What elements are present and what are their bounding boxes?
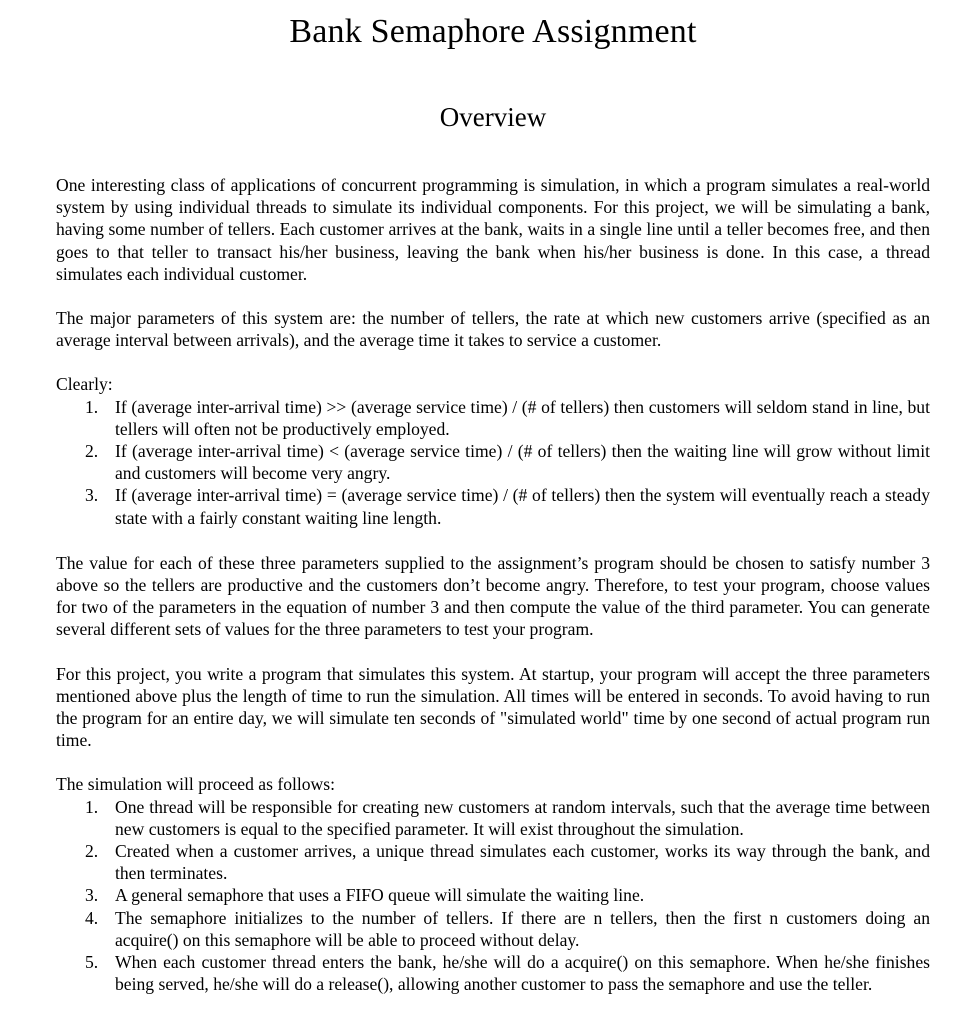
list-item (56, 440, 930, 484)
list-item (56, 884, 930, 906)
list-item-number: 3. (85, 485, 99, 506)
document-title: Bank Semaphore Assignment (289, 13, 697, 50)
list-item-number: 2. (85, 441, 99, 462)
list-item (56, 907, 930, 951)
list-item-text: If (average inter-arrival time) = (average service time) / (# of tellers) then the system will eventually reach a steady state with a fairly constant waiting line length. (115, 485, 930, 528)
list-item-number: 4. (85, 907, 99, 928)
list-item (56, 484, 930, 528)
clearly-list (56, 396, 930, 529)
simulation-label: The simulation will proceed as follows: (56, 774, 336, 795)
list-item (56, 840, 930, 884)
list-item-number: 2. (85, 841, 99, 862)
paragraph-parameters: The major parameters of this system are: the number of tellers, the rate at which new customers arrive (specified as an average interval between arrivals), and the average time it takes to service a customer. (56, 308, 930, 351)
clearly-label: Clearly: (56, 374, 113, 395)
list-item-text: The semaphore initializes to the number of tellers. If there are n tellers, then the first n customers doing an acquire() on this semaphore will be able to proceed without delay. (115, 907, 930, 950)
paragraph-parameter-values: The value for each of these three parameters supplied to the assignment’s program should be chosen to satisfy number 3 above so the tellers are productive and the customers don’t become angry. Therefore, to test your program, choose values for two of the parameters in the equation of number 3 and then compute the value of the third parameter. You can generate several different sets of values for the three parameters to test your program. (56, 552, 930, 640)
list-item-number: 1. (85, 396, 99, 417)
simulation-list (56, 796, 930, 996)
list-item-number: 5. (85, 952, 99, 973)
paragraph-intro: One interesting class of applications of concurrent programming is simulation, in which a program simulates a real-world system by using individual threads to simulate its individual components. For this project, we will be simulating a bank, having some number of tellers. Each customer arrives at the bank, waits in a single line until a teller becomes free, and then goes to that teller to transact his/her business, leaving the bank when his/her business is done. In this case, a thread simulates each individual customer. (56, 175, 930, 284)
list-item-text: A general semaphore that uses a FIFO queue will simulate the waiting line. (115, 885, 645, 906)
list-item-text: Created when a customer arrives, a unique thread simulates each customer, works its way through the bank, and then terminates. (115, 841, 930, 884)
list-item-number: 1. (85, 796, 99, 817)
list-item-number: 3. (85, 885, 99, 906)
list-item-text: When each customer thread enters the bank, he/she will do a acquire() on this semaphore. When he/she finishes being served, he/she will do a release(), allowing another customer to pass the semaphore and use the teller. (115, 952, 930, 995)
list-item (56, 396, 930, 440)
list-item (56, 796, 930, 840)
list-item (56, 951, 930, 995)
clearly-section (56, 373, 930, 528)
list-item-text: If (average inter-arrival time) < (average service time) / (# of tellers) then the waiting line will grow without limit and customers will become very angry. (115, 441, 930, 484)
simulation-section (56, 773, 930, 995)
section-heading-overview: Overview (439, 102, 547, 132)
paragraph-program-description: For this project, you write a program that simulates this system. At startup, your program will accept the three parameters mentioned above plus the length of time to run the simulation. All times will be entered in seconds. To avoid having to run the program for an entire day, we will simulate ten seconds of "simulated world" time by one second of actual program run time. (56, 663, 930, 751)
list-item-text: One thread will be responsible for creating new customers at random intervals, such that the average time between new customers is equal to the specified parameter. It will exist throughout the simulation. (115, 796, 930, 839)
list-item-text: If (average inter-arrival time) >> (average service time) / (# of tellers) then customers will seldom stand in line, but tellers will often not be productively employed. (115, 396, 930, 439)
